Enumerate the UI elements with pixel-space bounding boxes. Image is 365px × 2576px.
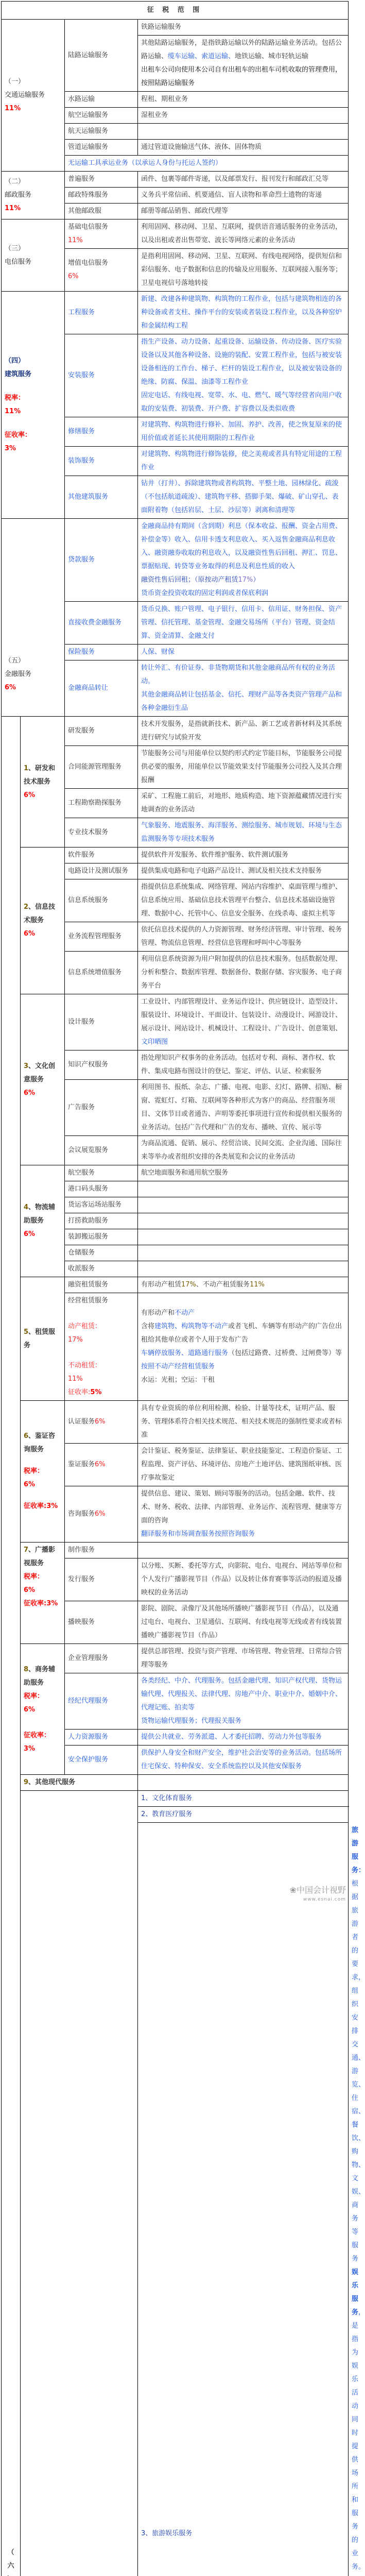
item-label: 咨询服务 — [68, 1510, 95, 1518]
item-name: 企业管理服务 — [65, 1644, 138, 1673]
table-row — [2, 1165, 349, 1181]
levy-rate: 征收率:3% — [24, 1500, 61, 1513]
tax-rate: 6% — [24, 789, 61, 802]
levy-rate: 征收率:3% — [24, 1597, 61, 1611]
sub-name: 、物流辅助服务 — [24, 1204, 55, 1225]
item-name: 打捞救助服务 — [65, 1213, 138, 1229]
table-row — [2, 1791, 349, 1807]
table-row — [2, 717, 349, 746]
item-rate: 6% — [95, 1418, 106, 1426]
item-name: 合同能源管理服务 — [65, 746, 138, 789]
desc-text: 有形动产和 — [141, 1309, 175, 1317]
item-desc: 具有专业资质的单位利用检测、检验、计量等技术，证明产品、服务、管理体系符合相关技术规范、相关技术规范的强制性要求或者标准 — [138, 1401, 349, 1444]
item-desc: 指处理知识产权事务的业务活动。包括对专利、商标、著作权、软件、集成电路布图设计的登记、鉴定、评估、认证、检索服务 — [138, 1050, 349, 1080]
desc-rate: 11% — [250, 1281, 265, 1289]
watermark-logo — [290, 1886, 346, 1904]
desc-text: 固定电话、有线电视、宽带、水、电、燃气、暖气等经营者向用户收取的安装费、初装费、开户费、扩容费以及类似收费 — [141, 389, 345, 416]
item-rate: 6% — [68, 270, 134, 283]
item-name: 安装服务 — [65, 334, 138, 417]
category-number: （五） — [5, 654, 61, 668]
tax-rate: 6% — [24, 1478, 61, 1492]
tax-rate: 11% — [5, 202, 61, 215]
category-postal — [2, 172, 65, 219]
table-row — [2, 1543, 349, 1558]
sub-name: 、广播影视服务 — [24, 1546, 55, 1567]
item-name: 软件服务 — [65, 848, 138, 863]
item-name — [65, 1293, 138, 1401]
subcategory-rd-tech — [21, 717, 65, 848]
item-name: 经纪代理服务 — [65, 1673, 138, 1730]
table-row — [2, 1775, 349, 1791]
desc-text: 指生产设备、动力设备、起重设备、运输设备、传动设备、医疗实验设备以及其他各种设备、设施的装配、安置工程作业，包括与被安装设备相连的工作台、梯子、栏杆的装设工程作业，以及被安装设备的绝缘、防腐、保温、油漆等工程作业 — [141, 335, 345, 389]
tax-scope-table — [1, 1, 349, 2576]
item-name: 业务流程管理服务 — [65, 922, 138, 952]
desc-text: ） — [253, 576, 259, 584]
tax-rate: 6% — [24, 1228, 61, 1241]
table-row — [2, 519, 349, 602]
levy-label: 征收率： — [5, 429, 61, 442]
item-name: 直接收费金融服务 — [65, 602, 138, 645]
item-desc — [138, 519, 349, 602]
item-desc: 对建筑物、构筑物进行修饰装修，使之美观或者具有特定用途的工程作业 — [138, 447, 349, 476]
item-desc — [138, 1775, 349, 1791]
subcategory-it — [21, 848, 65, 994]
subcategory-logistics — [21, 1165, 65, 1277]
item-desc — [138, 1673, 349, 1730]
item-name: 航空服务 — [65, 1165, 138, 1181]
item-desc — [138, 1181, 349, 1197]
item-name — [65, 249, 138, 292]
item-desc — [138, 1245, 349, 1261]
tax-rate: 6% — [5, 681, 61, 694]
item-desc — [138, 1277, 349, 1293]
item-desc: 为商品流通、促销、展示、经贸洽谈、民间交流、企业沟通、国际往来等举办或者组织安排的各类展览和会议的业务活动 — [138, 1136, 349, 1165]
desc-highlight: 不动产 — [175, 1309, 195, 1317]
desc-term: 娱乐服务 — [352, 2268, 358, 2316]
item-label: 增值电信服务 — [68, 257, 134, 270]
subcategory-assurance-consulting — [21, 1401, 65, 1543]
item-desc: 利用固网、移动网、卫星、互联网，提供语音通话服务的业务活动，以及出租或者出售带宽、波长等网络元素的业务活动 — [138, 219, 349, 249]
item-name: 信息系统增值服务 — [65, 952, 138, 994]
item-name: 工程服务 — [65, 292, 138, 334]
levy-label: 征收率： — [24, 1729, 61, 1742]
subcategory-business-support — [21, 1644, 65, 1775]
item-name: 会议展览服务 — [65, 1136, 138, 1165]
item-name: 专业技术服务 — [65, 818, 138, 848]
desc-text: 提供信息、建议、策划、顾问等服务的活动。包括金融、软件、技术、财务、税收、法律、内部管理、业务运作、流程管理、健康等方面的咨询 — [141, 1487, 345, 1528]
item-name: 贷款服务 — [65, 519, 138, 602]
item-desc: 航空地面服务和通用航空服务 — [138, 1165, 349, 1181]
item-name: 修缮服务 — [65, 417, 138, 447]
desc-note: 出租车公司向使用本公司自有出租车的出租车司机收取的管理费用，按照陆路运输服务 — [141, 63, 345, 90]
sub-name: 、商务辅助服务 — [24, 1666, 55, 1687]
item-name: 普遍服务 — [65, 172, 138, 188]
item-desc: 对建筑物、构筑物进行修补、加固、养护、改善，使之恢复原来的使用价值或者延长其使用期限的工程作业 — [138, 417, 349, 447]
item-name: 1、文化体育服务 — [138, 1791, 349, 1807]
subcategory-leasing — [21, 1277, 65, 1401]
item-name: 3、旅游娱乐服务 — [138, 1823, 349, 2576]
item-desc: 以分账、买断、委托等方式，向影院、电台、电视台、网站等单位和个人发行广播影视节目（作品）以及转让体育赛事等活动的报道及播映权的业务活动 — [138, 1558, 349, 1601]
item-desc: 节能服务公司与用能单位以契约形式约定节能目标，节能服务公司提供必要的服务，用能单位以节能效果支付节能服务公司投入及其合理报酬 — [138, 746, 349, 789]
tax-rate: 6% — [24, 1087, 61, 1100]
item-desc: 是指利用固网、移动网、卫星、互联网、有线电视网络，提供短信和彩信服务、电子数据和信息的传输及应用服务、互联网接入服务等；卫星电视信号落地转接 — [138, 249, 349, 292]
item-desc — [138, 994, 349, 1050]
sub-number: 2 — [24, 903, 28, 911]
item-desc: 货币兑换、账户管理、电子银行、信用卡、信用证、财务担保、资产管理、信托管理、基金管理、金融交易场所（平台）管理、资金结算、资金清算、金融支付 — [138, 602, 349, 645]
category-name: 电信服务 — [5, 256, 61, 269]
item-desc — [138, 1486, 349, 1543]
item-name: 货运客运场站服务 — [65, 1197, 138, 1213]
item-name — [65, 1444, 138, 1486]
item-name: 知识产权服务 — [65, 1050, 138, 1080]
sub-name: 、文化创意服务 — [24, 1062, 55, 1083]
desc-text: ，是指为娱乐活动同时提供场所和服务的业务。 — [352, 2309, 365, 2571]
item-name: 电路设计及测试服务 — [65, 863, 138, 879]
watermark-url: www.esnai.com — [290, 1895, 346, 1904]
sub-name: 、其他现代服务 — [28, 1778, 75, 1786]
category-finance — [2, 519, 65, 717]
item-name: 保险服务 — [65, 645, 138, 660]
item-name: 发行服务 — [65, 1558, 138, 1601]
item-desc: 程租、期租业务 — [138, 92, 349, 108]
category-number: （一） — [5, 75, 61, 89]
subcategory-other-modern — [21, 1775, 138, 1791]
desc-rate: 17% — [181, 1281, 196, 1289]
item-name: 制作服务 — [65, 1543, 138, 1558]
item-desc: 会计鉴证、税务鉴证、法律鉴证、职业技能鉴定、工程造价鉴证、工程监理、资产评估、环境评估、房地产土地评估、建筑图纸审核、医疗事故鉴定 — [138, 1444, 349, 1486]
table-row — [2, 219, 349, 249]
desc-highlight: 缆车运输、索道运输、 — [168, 53, 235, 60]
rate-value: 17% — [68, 1333, 134, 1347]
desc-text: 根据旅游者的要求，组织安排交通、游览、住宿、餐饮、购物、文娱、商务等服务 — [352, 1880, 365, 2263]
item-desc: 利用图书、报纸、杂志、广播、电视、电影、幻灯、路牌、招贴、橱窗、霓虹灯、灯箱、互联网等各种形式为客户的商品、经营服务项目、文体节目或者通告、声明等委托事项进行宣传和提供相关服务的业务活动。包括广告代理和广告的发布、播映、宣传、展示等 — [138, 1080, 349, 1136]
levy-rate: 3% — [5, 442, 61, 455]
item-name: 其他邮政服 — [65, 204, 138, 219]
item-label: 认证服务 — [68, 1418, 95, 1426]
tax-label: 税率： — [24, 1465, 61, 1478]
item-name: 金融商品转让 — [65, 660, 138, 717]
item-name: 广告服务 — [65, 1080, 138, 1136]
item-desc: 提供公共就业、劳务派遣、人才委托招聘、劳动力外包等服务 — [138, 1730, 349, 1745]
item-desc: 供保护人身安全和财产安全，维护社会治安等的业务活动。包括场所住宅保安、特种保安、安全系统监控以及其他安保服务 — [138, 1745, 349, 1775]
tax-label: 税率： — [24, 1690, 61, 1703]
category-construction — [2, 292, 65, 519]
item-name: 人力资源服务 — [65, 1730, 138, 1745]
desc-text: 含将 — [141, 1323, 154, 1330]
tax-rate: 6% — [24, 927, 61, 941]
desc-term: 旅游服务： — [352, 1826, 365, 1874]
item-name: 工程勘察勘探服务 — [65, 789, 138, 818]
tax-rate: 11% — [5, 405, 61, 418]
sub-number: 3 — [24, 1062, 28, 1070]
item-rate: 6% — [95, 1461, 106, 1468]
desc-note: 翻译服务和市场调查服务按照咨询服务 — [141, 1528, 345, 1541]
tax-rate: 6% — [24, 1584, 61, 1597]
levy-label: 征收率: — [68, 1388, 90, 1396]
levy-rate: 3% — [24, 1742, 61, 1756]
item-label: 基础电信服务 — [68, 221, 134, 234]
item-desc: 人保、财保 — [138, 645, 349, 660]
category-number: （三） — [5, 242, 61, 256]
desc-text: 水运：光租；空运：干租 — [141, 1374, 345, 1387]
item-desc: 指提供信息系统集成、网络管理、网站内容维护、桌面管理与维护、信息系统应用、基础信息技术管理平台整合、信息技术基础设施管理、数据中心、托管中心、信息安全服务、在线杀毒、虚拟主机等 — [138, 879, 349, 922]
table-row — [2, 20, 349, 36]
table-row — [2, 848, 349, 863]
desc-text: 有形动产租赁 — [141, 1281, 181, 1289]
sub-name: 、鉴证咨询服务 — [24, 1432, 55, 1453]
item-name: 仓储服务 — [65, 1245, 138, 1261]
item-name — [65, 219, 138, 249]
category-name: 邮政服务 — [5, 189, 61, 202]
category-number: （二） — [5, 175, 61, 189]
item-desc — [138, 1197, 349, 1213]
item-desc: 钻井（打井）、拆除建筑物或者构筑物、平整土地、园林绿化、疏浚（不包括航道疏浚）、建筑物平移、搭脚手架、爆破、矿山穿孔、表面附着物（包括岩层、土层、沙层等）剥离和清理等 — [138, 476, 349, 519]
table-row — [2, 1644, 349, 1673]
note-row: 无运输工具承运业务（以承运人身份与托运人签约） — [65, 156, 349, 172]
item-desc — [138, 1229, 349, 1245]
desc-text: （包括过路费、过桥费、过闸费等）等 — [228, 1349, 342, 1357]
desc-text: 各类经纪、中介、代理服务。包括金融代理、知识产权代理、货物运输代理、代理报关、法律代理、房地产中介、职业中介、婚姻中介、代理记账、拍卖等 — [141, 1674, 345, 1715]
desc-note: 货物运输代理服务；代理报关服务 — [141, 1715, 345, 1728]
table-title: 征 税 范 围 — [2, 2, 349, 20]
desc-highlight: 车辆停放服务、道路通行服务 — [141, 1349, 228, 1357]
desc-text: 融资性售后回租；（原按动产租赁 — [141, 576, 238, 584]
vertical-char: （ — [5, 2546, 17, 2560]
item-name: 研发服务 — [65, 717, 138, 746]
desc-text: 地铁运输、城市轻轨运输 — [235, 53, 308, 60]
item-desc — [138, 334, 349, 417]
item-desc: 新建、改建各种建筑物、构筑物的工程作业，包括与建筑物相连的各种设备或者支柱、操作平台的安装或者装设工程作业，以及各种窑炉和金属结构工程 — [138, 292, 349, 334]
item-name: 装饰服务 — [65, 447, 138, 476]
item-desc: 依托信息技术提供的人力资源管理、财务经济管理、审计管理、税务管理、物流信息管理、经营信息管理和呼叫中心等服务 — [138, 922, 349, 952]
category-living-services — [21, 1791, 138, 2576]
sub-number: 7 — [24, 1546, 28, 1554]
item-name: 其他建筑服务 — [65, 476, 138, 519]
item-desc — [138, 660, 349, 717]
item-name: 安全保护服务 — [65, 1745, 138, 1775]
sub-number: 5 — [24, 1328, 28, 1336]
tax-rate: 11% — [5, 102, 61, 115]
item-desc: 邮册等邮品销售、邮政代理等 — [138, 204, 349, 219]
item-name: 2、教育医疗服务 — [138, 1807, 349, 1823]
subcategory-cultural-creative — [21, 994, 65, 1165]
item-name: 邮政特殊服务 — [65, 188, 138, 204]
item-name: 航天运输服务 — [65, 124, 138, 140]
item-name: 陆路运输服务 — [65, 20, 138, 92]
subcategory-broadcast — [21, 1543, 65, 1644]
sub-number: 8 — [24, 1666, 28, 1673]
sub-number: 1 — [24, 765, 28, 772]
item-name: 播映服务 — [65, 1601, 138, 1644]
category-name: 建筑服务 — [5, 368, 61, 381]
item-name: 设计服务 — [65, 994, 138, 1050]
item-desc: 湿租业务 — [138, 108, 349, 124]
item-desc: 提供软件开发服务、软件维护服务、软件测试服务 — [138, 848, 349, 863]
item-name — [65, 1486, 138, 1543]
item-label: 鉴证服务 — [68, 1461, 95, 1468]
desc-highlight: 按照不动产经营租赁服务 — [141, 1363, 215, 1370]
item-desc: 提供总部管理、投资与资产管理、市场管理、物业管理、日常综合管理等服务 — [138, 1644, 349, 1673]
desc-highlight: 建筑物、构筑物等不动产 — [154, 1323, 228, 1330]
vertical-char — [5, 2573, 17, 2576]
item-desc — [138, 1543, 349, 1558]
category-modern-services — [2, 717, 21, 2576]
table-row — [2, 172, 349, 188]
category-name: 金融服务 — [5, 668, 61, 681]
item-desc: 提供集成电路和电子电路产品设计、测试及相关技术支持服务 — [138, 863, 349, 879]
table-row — [2, 994, 349, 1050]
tax-rate: 6% — [24, 1703, 61, 1717]
item-desc: 义务兵平常信函、机要通信、盲人读物和革命烈士遗物的寄递 — [138, 188, 349, 204]
item-rate: 6% — [95, 1510, 106, 1518]
item-desc: 利用信息系统资源为用户附加提供的信息技术服务。包括数据处理、分析和整合、数据库管理、数据备份、数据存储、容灾服务、电子商务平台 — [138, 952, 349, 994]
category-transport — [2, 20, 65, 172]
sub-name: 、研发和技术服务 — [24, 765, 55, 786]
desc-text: 其他陆路运输服务，是指铁路运输以外的陆路运输业务活动。包括公路运输、 — [141, 39, 342, 60]
sub-name: 、信息技术服务 — [24, 903, 55, 924]
item-name: 融资租赁服务 — [65, 1277, 138, 1293]
item-desc: 气象服务、地震服务、海洋服务、测绘服务、城市规划、环境与生态监测服务等专项技术服务 — [138, 818, 349, 848]
item-name: 信息系统服务 — [65, 879, 138, 922]
desc-text: 转让外汇、有价证券、非货物期货和其他金融商品所有权的业务活动。 — [141, 662, 345, 688]
desc-text: 或者飞机、车辆等有形动产的广告位出租给其他单位或者个人用于发布广告 — [141, 1323, 342, 1344]
item-name: 水路运输 — [65, 92, 138, 108]
item-desc: 铁路运输服务 — [138, 20, 349, 36]
category-telecom — [2, 219, 65, 292]
item-desc: 通过管道设施输送气体、液体、固体物质 — [138, 140, 349, 156]
sub-name: 、租赁服务 — [24, 1328, 55, 1349]
desc-text: 金融商品持有期间（含到期）利息（保本收益、报酬、资金占用费、补偿金等）收入、信用卡透支利息收入、买入返售金融商品利息收入、融资融券收取的利息收入，以及融资性售后回租、押汇、罚息、票据贴现、转贷等业务取得的利息及利息性质的收入 — [141, 520, 345, 573]
tax-label: 税率： — [5, 392, 61, 405]
sub-number: 6 — [24, 1432, 28, 1440]
rate-label: 不动租赁： — [68, 1359, 134, 1372]
item-name: 管道运输服务 — [65, 140, 138, 156]
desc-highlight: 文印晒图 — [141, 1038, 168, 1046]
item-desc: 函件、包裹等邮件寄递，以及邮票发行、报刊发行和邮政汇兑等 — [138, 172, 349, 188]
item-name: 航空运输服务 — [65, 108, 138, 124]
watermark-name: 中国会计视野 — [297, 1885, 346, 1895]
tax-label: 税率： — [24, 1570, 61, 1584]
item-name: 收派服务 — [65, 1261, 138, 1277]
item-rate: 11% — [68, 234, 134, 247]
item-desc — [138, 1213, 349, 1229]
desc-rate: 17% — [238, 576, 253, 584]
item-desc — [138, 1261, 349, 1277]
table-row — [2, 1401, 349, 1444]
category-name: 交通运输服务 — [5, 89, 61, 102]
vertical-char: 六 — [5, 2560, 17, 2573]
desc-text: 、不动产租赁服务 — [196, 1281, 250, 1289]
item-desc — [138, 1293, 349, 1401]
item-desc — [138, 36, 349, 92]
desc-text: 货币资金投资收取的固定利润或者保底利润 — [141, 587, 345, 600]
table-row — [2, 292, 349, 334]
desc-text: 其他金融商品转让包括基金、信托、理财产品等各类资产管理产品和各种金融衍生品 — [141, 688, 345, 715]
item-label: 经营租赁服务 — [68, 1294, 134, 1308]
levy-rate: 5% — [90, 1388, 101, 1396]
item-desc — [138, 124, 349, 140]
rate-value: 11% — [68, 1372, 134, 1386]
sub-number: 4 — [24, 1204, 28, 1211]
desc-text: 工业设计、内部管理设计、业务运作设计、供应链设计、造型设计、服装设计、环境设计、平面设计、包装设计、动漫设计、网游设计、展示设计、网站设计、机械设计、工程设计、广告设计、创意策划、 — [141, 998, 342, 1032]
item-name: 港口码头服务 — [65, 1181, 138, 1197]
flower-logo-icon: ❀ — [290, 1885, 297, 1895]
item-desc: 采矿、工程施工前后，对地形、地质构造、地下资源蕴藏情况进行实地调查的业务活动 — [138, 789, 349, 818]
category-number: （四） — [5, 354, 61, 368]
item-desc: 技术开发服务，是指就新技术、新产品、新工艺或者新材料及其系统进行研究与试验开发 — [138, 717, 349, 746]
item-name — [65, 1401, 138, 1444]
rate-label: 动产租赁： — [68, 1320, 134, 1333]
item-desc: 影院、剧院、录像厅及其他场所播映广播影视节目（作品），以及通过电台、电视台、卫星通信、互联网、有线电视等无线或者有线装置播映广播影视节目（作品） — [138, 1601, 349, 1644]
item-name: 装卸搬运服务 — [65, 1229, 138, 1245]
sub-number: 9 — [24, 1778, 28, 1786]
table-row — [2, 1277, 349, 1293]
